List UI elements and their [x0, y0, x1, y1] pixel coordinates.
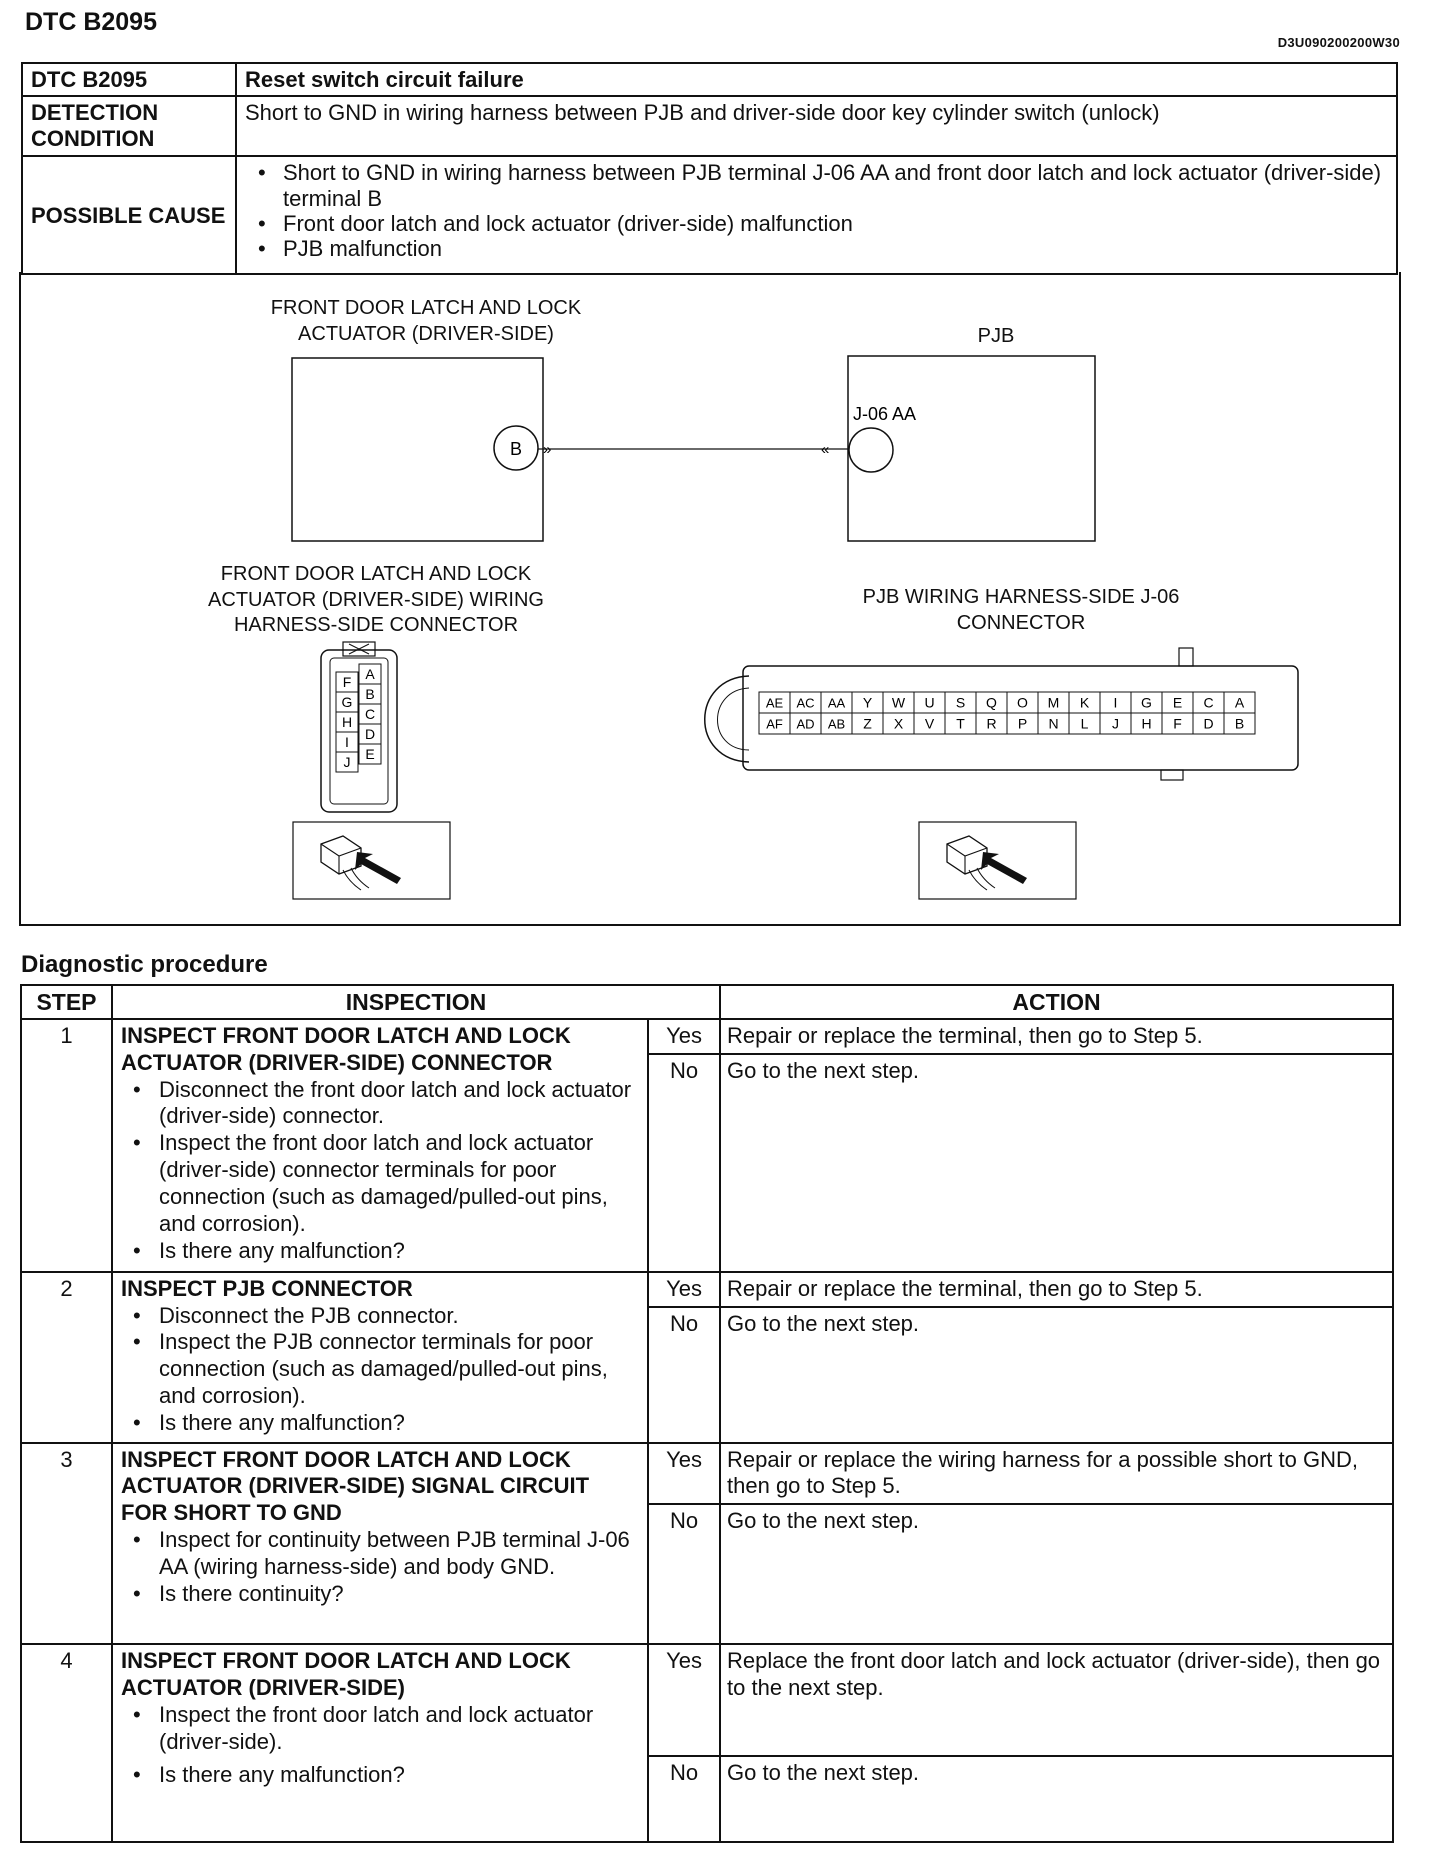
step-number: 4 [21, 1644, 112, 1842]
pjb-pin-label: G [1141, 694, 1152, 711]
yes-label: Yes [648, 1644, 720, 1756]
inspection-bullet: • Disconnect the front door latch and lock actuator (driver-side) connector. [119, 1077, 641, 1131]
pjb-pin-label: S [955, 694, 966, 711]
yes-action: Replace the front door latch and lock actuator (driver-side), then go to the next step. [720, 1644, 1393, 1756]
step-inspection [112, 1443, 648, 1645]
pjb-pin-label: A [1234, 694, 1245, 711]
no-action: Go to the next step. [720, 1504, 1393, 1644]
pjb-pin-label: H [1141, 715, 1152, 732]
wiring-diagram [19, 272, 1401, 926]
pjb-pin-label: U [924, 694, 935, 711]
pjb-pin-label: L [1080, 715, 1089, 732]
pjb-pin-label: O [1017, 694, 1028, 711]
dtc-code-label: DTC B2095 [22, 63, 236, 96]
no-action: Go to the next step. [720, 1307, 1393, 1443]
pjb-pin-label: D [1203, 715, 1214, 732]
pjb-pin-label: Y [862, 694, 873, 711]
actuator-connector-label: FRONT DOOR LATCH AND LOCK ACTUATOR (DRIVER-SIDE) WIRING HARNESS-SIDE CONNECTOR [208, 563, 544, 637]
document-id: D3U090200200W30 [1277, 35, 1400, 50]
pjb-pin-label: AB [827, 716, 846, 732]
pjb-pin-label: M [1047, 694, 1060, 711]
step-inspection [112, 1272, 648, 1443]
yes-label: Yes [648, 1272, 720, 1307]
step-title: INSPECT FRONT DOOR LATCH AND LOCK ACTUATOR (DRIVER-SIDE) [121, 1648, 571, 1701]
actuator-harness-connector [321, 642, 397, 812]
pjb-pin-label: Q [986, 694, 997, 711]
diagnostic-procedure-table [20, 984, 1394, 1843]
col-header-step: STEP [21, 985, 112, 1019]
actuator-pin-label: G [341, 694, 353, 710]
pjb-pin-label: Z [863, 715, 872, 732]
pjb-label: PJB [977, 325, 1015, 347]
inspection-bullet: • Disconnect the PJB connector. [119, 1303, 641, 1330]
cause-item: • Front door latch and lock actuator (driver-side) malfunction [245, 211, 1388, 236]
col-header-inspection: INSPECTION [112, 985, 720, 1019]
possible-cause-list [236, 156, 1397, 274]
cause-item: • PJB malfunction [245, 236, 1388, 261]
step-number: 3 [21, 1443, 112, 1645]
yes-action: Repair or replace the terminal, then go to Step 5. [720, 1019, 1393, 1054]
inspection-bullet: • Is there any malfunction? [119, 1410, 641, 1437]
pjb-pin-label: P [1017, 715, 1028, 732]
inspection-bullet: • Inspect for continuity between PJB terminal J-06 AA (wiring harness-side) and body GND. [119, 1527, 641, 1581]
step-inspection [112, 1644, 648, 1842]
pjb-pin-label: AE [765, 695, 784, 711]
pjb-pin-label: V [924, 715, 935, 732]
inspection-bullet: • Inspect the front door latch and lock actuator (driver-side) connector terminals for poor connection (such as damaged/pulled-out pins, and corrosion). [119, 1130, 641, 1237]
pjb-pin-label: F [1173, 715, 1182, 732]
inspection-bullet: • Is there any malfunction? [119, 1762, 641, 1789]
detection-condition-label: DETECTION CONDITION [22, 96, 236, 156]
step-title: INSPECT FRONT DOOR LATCH AND LOCK ACTUATOR (DRIVER-SIDE) SIGNAL CIRCUIT FOR SHORT TO GND [121, 1446, 590, 1526]
step-number: 1 [21, 1019, 112, 1272]
inspection-bullet: • Is there continuity? [119, 1581, 641, 1608]
actuator-pin-label: A [365, 666, 375, 682]
no-label: No [648, 1756, 720, 1842]
pjb-pin-label: AD [796, 716, 815, 732]
connector-marker-right: « [821, 441, 830, 458]
actuator-pin-label: E [365, 746, 375, 762]
pjb-pin-label: AC [796, 695, 815, 711]
pjb-pin-label: AF [766, 716, 783, 732]
inspection-bullet: • Inspect the PJB connector terminals for poor connection (such as damaged/pulled-out pins, and corrosion). [119, 1329, 641, 1409]
detection-condition-value: Short to GND in wiring harness between PJB and driver-side door key cylinder switch (unlock) [236, 96, 1397, 156]
step-title: INSPECT FRONT DOOR LATCH AND LOCK ACTUATOR (DRIVER-SIDE) CONNECTOR [121, 1023, 571, 1075]
probe-insertion-icon [919, 822, 1076, 899]
no-action: Go to the next step. [720, 1756, 1393, 1842]
probe-insertion-icon [293, 822, 450, 899]
actuator-pin-label: F [342, 674, 352, 690]
yes-action: Repair or replace the terminal, then go to Step 5. [720, 1272, 1393, 1307]
actuator-pin-label: H [341, 714, 353, 730]
step-number: 2 [21, 1272, 112, 1443]
pjb-j06-connector [705, 648, 1298, 780]
actuator-pin-label: D [364, 726, 376, 742]
step-inspection [112, 1019, 648, 1272]
no-label: No [648, 1054, 720, 1272]
pjb-pin-label: AA [827, 695, 846, 711]
pjb-pin-label: N [1048, 715, 1059, 732]
inspection-bullet: • Is there any malfunction? [119, 1238, 641, 1265]
pjb-pin-label: J [1112, 715, 1119, 732]
no-action: Go to the next step. [720, 1054, 1393, 1272]
pjb-connector-label: PJB WIRING HARNESS-SIDE J-06 CONNECTOR [862, 586, 1180, 634]
actuator-pin-label: I [345, 734, 349, 750]
yes-action: Repair or replace the wiring harness for a possible short to GND, then go to Step 5. [720, 1443, 1393, 1505]
step-title: INSPECT PJB CONNECTOR [121, 1275, 413, 1301]
pjb-pin-label: I [1113, 694, 1118, 711]
actuator-label: FRONT DOOR LATCH AND LOCK ACTUATOR (DRIVER-SIDE) [270, 297, 582, 345]
possible-cause-label: POSSIBLE CAUSE [22, 156, 236, 274]
pjb-pin-label: C [1203, 694, 1214, 711]
procedure-heading: Diagnostic procedure [21, 951, 268, 978]
actuator-pin-label: C [364, 706, 376, 722]
pjb-pin-label: X [893, 715, 904, 732]
pjb-pin-label: T [956, 715, 965, 732]
connector-marker-left: » [543, 441, 552, 458]
yes-label: Yes [648, 1019, 720, 1054]
actuator-pin-label: J [343, 754, 351, 770]
cause-item: • Short to GND in wiring harness between PJB terminal J-06 AA and front door latch and lock actuator (driver-side) terminal B [245, 160, 1388, 211]
pjb-pin-label: B [1234, 715, 1245, 732]
actuator-terminal-label: B [509, 439, 523, 459]
no-label: No [648, 1504, 720, 1644]
actuator-pin-label: B [365, 686, 375, 702]
dtc-code-value: Reset switch circuit failure [236, 63, 1397, 96]
no-label: No [648, 1307, 720, 1443]
pjb-pin-label: W [891, 694, 906, 711]
pjb-pin-label: E [1172, 694, 1183, 711]
page-title: DTC B2095 [25, 8, 157, 36]
pjb-pin-label: K [1079, 694, 1090, 711]
pjb-terminal-circle [849, 428, 893, 472]
pjb-pin-label: R [986, 715, 997, 732]
inspection-bullet: • Inspect the front door latch and lock actuator (driver-side). [119, 1702, 641, 1756]
pjb-terminal-label: J-06 AA [853, 404, 917, 424]
col-header-action: ACTION [720, 985, 1393, 1019]
dtc-summary-table [21, 62, 1398, 275]
yes-label: Yes [648, 1443, 720, 1505]
